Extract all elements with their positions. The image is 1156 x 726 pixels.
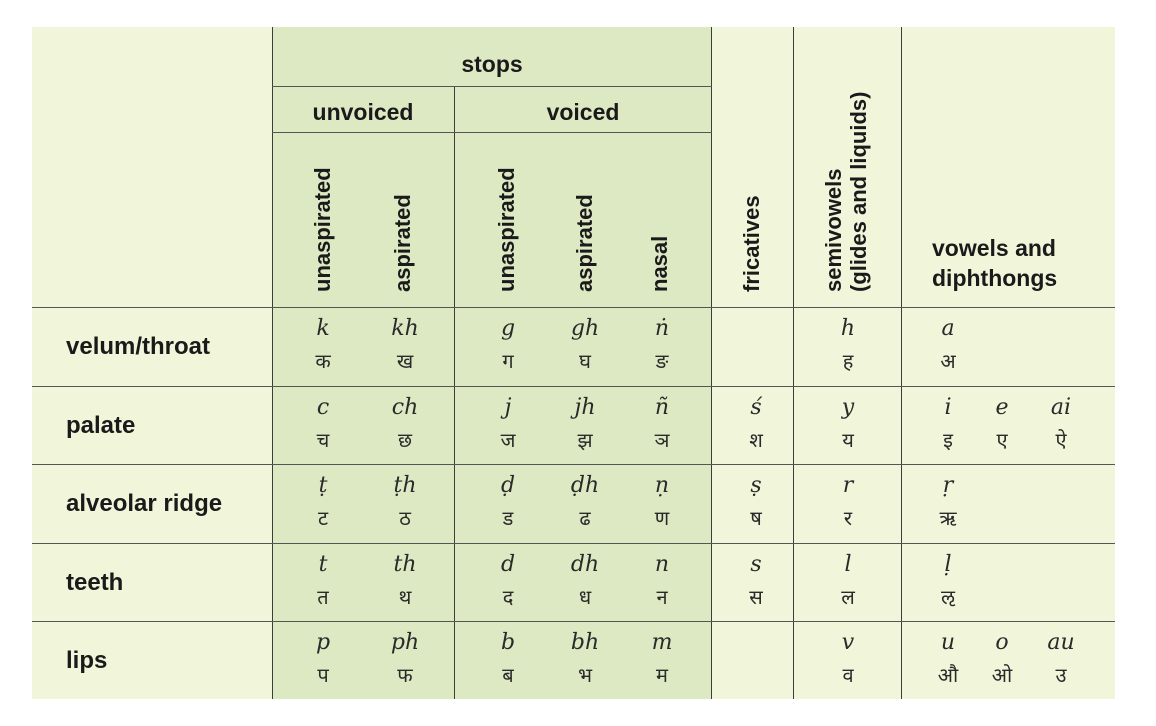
sound-cell — [1021, 629, 1101, 689]
divider — [901, 27, 902, 699]
transliteration: d — [500, 552, 516, 577]
transliteration: p — [315, 630, 331, 655]
sound-cell — [468, 394, 548, 454]
devanagari-letter: ज — [500, 428, 516, 452]
sound-cell — [365, 394, 445, 454]
devanagari-letter: ड — [502, 506, 514, 530]
row-label: teeth — [66, 569, 124, 596]
devanagari-letter: छ — [397, 428, 413, 452]
divider — [32, 464, 1115, 465]
header-vowels — [932, 233, 1057, 293]
transliteration: ṭ — [318, 473, 328, 498]
devanagari-letter: च — [316, 428, 330, 452]
sound-cell — [365, 472, 445, 532]
transliteration: ḷ — [944, 552, 952, 577]
divider — [32, 386, 1115, 387]
transliteration: j — [504, 395, 512, 420]
header-stops: stops — [461, 51, 523, 77]
header-semivowels — [821, 92, 871, 292]
sound-cell — [283, 551, 363, 611]
transliteration: a — [941, 316, 955, 341]
transliteration: v — [841, 630, 855, 655]
transliteration: dh — [570, 552, 600, 577]
sound-cell — [545, 551, 625, 611]
header-fricatives: fricatives — [739, 195, 764, 292]
sound-cell — [283, 472, 363, 532]
header-voiced-unaspirated: unaspirated — [494, 167, 519, 292]
transliteration: i — [944, 395, 952, 420]
devanagari-letter: ध — [578, 585, 592, 609]
sound-cell — [716, 472, 796, 532]
sound-cell — [283, 629, 363, 689]
devanagari-letter: ण — [654, 506, 670, 530]
sound-cell — [365, 315, 445, 375]
header-unvoiced-aspirated: aspirated — [390, 194, 415, 292]
devanagari-letter: ओ — [991, 663, 1013, 687]
sound-cell — [622, 629, 702, 689]
transliteration: t — [318, 552, 328, 577]
devanagari-letter: ञ — [654, 428, 670, 452]
sound-cell — [908, 472, 988, 532]
header-vowels-line2: diphthongs — [932, 265, 1058, 291]
header-voiced: voiced — [546, 99, 620, 125]
devanagari-letter: ङ — [655, 349, 669, 373]
sound-cell — [908, 315, 988, 375]
transliteration: e — [995, 395, 1009, 420]
devanagari-letter: य — [842, 428, 854, 452]
devanagari-letter: फ — [397, 663, 413, 687]
sound-cell — [808, 629, 888, 689]
devanagari-letter: ढ — [579, 506, 591, 530]
transliteration: kh — [391, 316, 419, 341]
devanagari-letter: म — [656, 663, 668, 687]
transliteration: o — [995, 630, 1009, 655]
devanagari-letter: स — [749, 585, 763, 609]
header-nasal: nasal — [647, 235, 672, 292]
sound-cell — [468, 551, 548, 611]
divider — [272, 27, 273, 699]
devanagari-letter: ष — [750, 506, 762, 530]
sound-cell — [468, 472, 548, 532]
transliteration: c — [316, 395, 330, 420]
sound-cell — [545, 629, 625, 689]
row-label: velum/throat — [66, 333, 211, 360]
header-unvoiced-unaspirated: unaspirated — [310, 167, 335, 292]
header-unvoiced: unvoiced — [312, 99, 414, 125]
devanagari-letter: घ — [579, 349, 591, 373]
sanskrit-sound-chart — [32, 27, 1115, 699]
transliteration: ṭh — [393, 473, 417, 498]
transliteration: y — [841, 395, 855, 420]
sound-cell — [622, 551, 702, 611]
devanagari-letter: उ — [1055, 663, 1067, 687]
divider — [711, 27, 712, 699]
divider — [32, 543, 1115, 544]
sound-cell — [365, 551, 445, 611]
devanagari-letter: भ — [577, 663, 593, 687]
sound-cell — [622, 394, 702, 454]
devanagari-letter: थ — [398, 585, 412, 609]
transliteration: ph — [390, 630, 420, 655]
row-label: alveolar ridge — [66, 490, 223, 517]
transliteration: r — [842, 473, 854, 498]
sound-cell — [808, 551, 888, 611]
divider — [272, 132, 712, 133]
transliteration: ṣ — [750, 473, 762, 498]
sound-cell — [716, 551, 796, 611]
devanagari-letter: ए — [996, 428, 1008, 452]
sound-cell — [283, 394, 363, 454]
transliteration: ṅ — [654, 316, 670, 341]
devanagari-letter: अ — [940, 349, 956, 373]
sound-cell — [808, 394, 888, 454]
devanagari-letter: श — [749, 428, 763, 452]
devanagari-letter: र — [843, 506, 853, 530]
sound-cell — [622, 315, 702, 375]
sound-cell — [468, 315, 548, 375]
devanagari-letter: ब — [502, 663, 514, 687]
sound-cell — [365, 629, 445, 689]
transliteration: ṇ — [654, 473, 670, 498]
sound-cell — [545, 315, 625, 375]
transliteration: s — [750, 552, 762, 577]
sound-cell — [1021, 394, 1101, 454]
sound-cell — [716, 394, 796, 454]
transliteration: gh — [570, 316, 600, 341]
header-semivowels-line1: semivowels — [821, 168, 846, 292]
transliteration: u — [940, 630, 956, 655]
divider — [32, 621, 1115, 622]
transliteration: k — [316, 316, 330, 341]
devanagari-letter: ठ — [399, 506, 411, 530]
devanagari-letter: न — [656, 585, 668, 609]
transliteration: b — [500, 630, 516, 655]
devanagari-letter: ह — [842, 349, 854, 373]
transliteration: ñ — [654, 395, 670, 420]
transliteration: ś — [750, 395, 762, 420]
transliteration: h — [840, 316, 856, 341]
sound-cell — [808, 472, 888, 532]
devanagari-letter: ऐ — [1055, 428, 1067, 452]
header-semivowels-line2: (glides and liquids) — [846, 91, 871, 292]
devanagari-letter: ऌ — [941, 585, 955, 609]
transliteration: n — [654, 552, 670, 577]
transliteration: g — [500, 316, 516, 341]
devanagari-letter: प — [317, 663, 329, 687]
header-vowels-line1: vowels and — [932, 235, 1056, 261]
devanagari-letter: ट — [317, 506, 329, 530]
divider — [454, 87, 455, 699]
transliteration: ḍ — [500, 473, 516, 498]
devanagari-letter: त — [317, 585, 329, 609]
divider — [272, 86, 712, 87]
devanagari-letter: ल — [841, 585, 855, 609]
row-label: lips — [66, 647, 108, 674]
sound-cell — [622, 472, 702, 532]
sound-cell — [808, 315, 888, 375]
transliteration: m — [651, 630, 673, 655]
transliteration: l — [844, 552, 852, 577]
transliteration: ai — [1050, 395, 1072, 420]
transliteration: bh — [570, 630, 600, 655]
devanagari-letter: द — [502, 585, 514, 609]
devanagari-letter: ग — [502, 349, 514, 373]
sound-cell — [468, 629, 548, 689]
sound-cell — [545, 472, 625, 532]
devanagari-letter: ख — [396, 349, 414, 373]
divider — [32, 307, 1115, 308]
devanagari-letter: व — [842, 663, 854, 687]
transliteration: th — [393, 552, 417, 577]
transliteration: ṛ — [942, 473, 954, 498]
devanagari-letter: औ — [937, 663, 959, 687]
header-voiced-aspirated: aspirated — [572, 194, 597, 292]
sound-cell — [908, 551, 988, 611]
transliteration: ch — [391, 395, 419, 420]
devanagari-letter: इ — [943, 428, 953, 452]
devanagari-letter: झ — [577, 428, 593, 452]
devanagari-letter: क — [315, 349, 331, 373]
devanagari-letter: ऋ — [939, 506, 957, 530]
transliteration: au — [1047, 630, 1075, 655]
transliteration: ḍh — [570, 473, 600, 498]
transliteration: jh — [574, 395, 596, 420]
sound-cell — [545, 394, 625, 454]
sound-cell — [283, 315, 363, 375]
row-label: palate — [66, 412, 136, 439]
